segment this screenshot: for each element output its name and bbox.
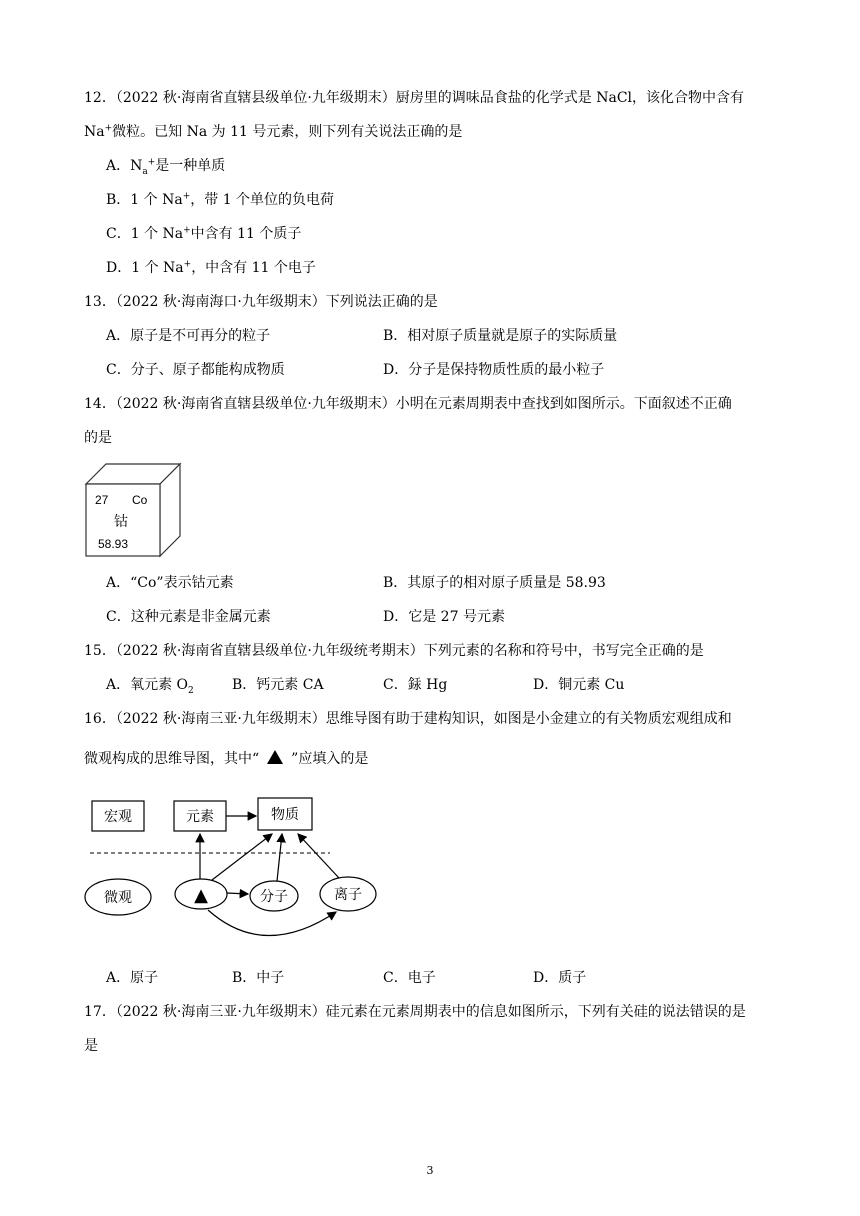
element-atomic-mass: 58.93 [98,537,129,551]
q16-stem-line1: 16．（2022 秋·海南三亚·九年级期末）思维导图有助于建构知识，如图是小金建立的有关物质宏观组成和 [84,711,732,727]
molecule-label: 分子 [260,889,288,905]
q15-option-c: C．銾 Hg [383,677,448,693]
q14-option-a: A．“Co”表示钴元素 [106,575,234,591]
q12-option-c: C．1 个 Na+中含有 11 个质子 [106,225,302,242]
q14-stem-line2: 的是 [84,430,112,446]
q16-option-d: D．质子 [533,970,587,986]
page-number: 3 [426,1164,434,1177]
q12-stem-line1: 12．（2022 秋·海南省直辖县级单位·九年级期末）厨房里的调味品食盐的化学式是 NaCl，该化合物中含有 [84,90,745,106]
q15-stem: 15．（2022 秋·海南省直辖县级单位·九年级统考期末）下列元素的名称和符号中，书写完全正确的是 [84,643,704,659]
ion-label: 离子 [334,887,362,903]
micro-label: 微观 [104,890,132,906]
q17-stem-line2: 是 [84,1038,98,1054]
q12-stem-line2: Na+微粒。已知 Na 为 11 号元素，则下列有关说法正确的是 [84,123,463,140]
q13-stem: 13．（2022 秋·海南海口·九年级期末）下列说法正确的是 [84,294,438,310]
mind-map-diagram [84,790,384,950]
q16-option-c: C．电子 [383,970,436,986]
macro-label: 宏观 [104,809,132,825]
q13-option-b: B．相对原子质量就是原子的实际质量 [383,328,618,344]
q16-option-a: A．原子 [106,970,159,986]
element-label: 元素 [186,809,214,825]
q14-stem-line1: 14．（2022 秋·海南省直辖县级单位·九年级期末）小明在元素周期表中查找到如图所示。下面叙述不正确 [84,396,732,412]
q14-option-c: C．这种元素是非金属元素 [106,609,271,625]
q17-stem-line1: 17．（2022 秋·海南三亚·九年级期末）硅元素在元素周期表中的信息如图所示，下列有关硅的说法错误的是 [84,1004,746,1020]
element-symbol: Co [132,493,148,507]
q15-option-a: A．氧元素 $O_2$ [106,677,194,696]
element-card-cobalt [84,462,184,558]
q14-option-b: B．其原子的相对原子质量是 58.93 [383,575,606,591]
substance-label: 物质 [271,807,299,823]
triangle-icon [267,750,283,764]
q12-option-b: B．1 个 Na+，带 1 个单位的负电荷 [106,191,335,208]
q15-option-b: B．钙元素 CA [232,677,324,693]
blank-triangle-icon: ▲ [194,885,208,906]
q16-stem-line2: 微观构成的思维导图，其中“ ”应填入的是 [84,751,369,767]
q13-option-a: A．原子是不可再分的粒子 [106,328,271,344]
element-atomic-number: 27 [95,493,109,507]
q13-option-c: C．分子、原子都能构成物质 [106,362,285,378]
q16-option-b: B．中子 [232,970,285,986]
q13-option-d: D．分子是保持物质性质的最小粒子 [383,362,605,378]
q12-option-a: A．$N_a^+$是一种单质 [106,157,226,177]
q15-option-d: D．铜元素 Cu [533,677,625,693]
q14-option-d: D．它是 27 号元素 [383,609,505,625]
q12-option-d: D．1 个 Na+，中含有 11 个电子 [106,259,316,276]
element-chinese-name: 钴 [114,514,128,530]
